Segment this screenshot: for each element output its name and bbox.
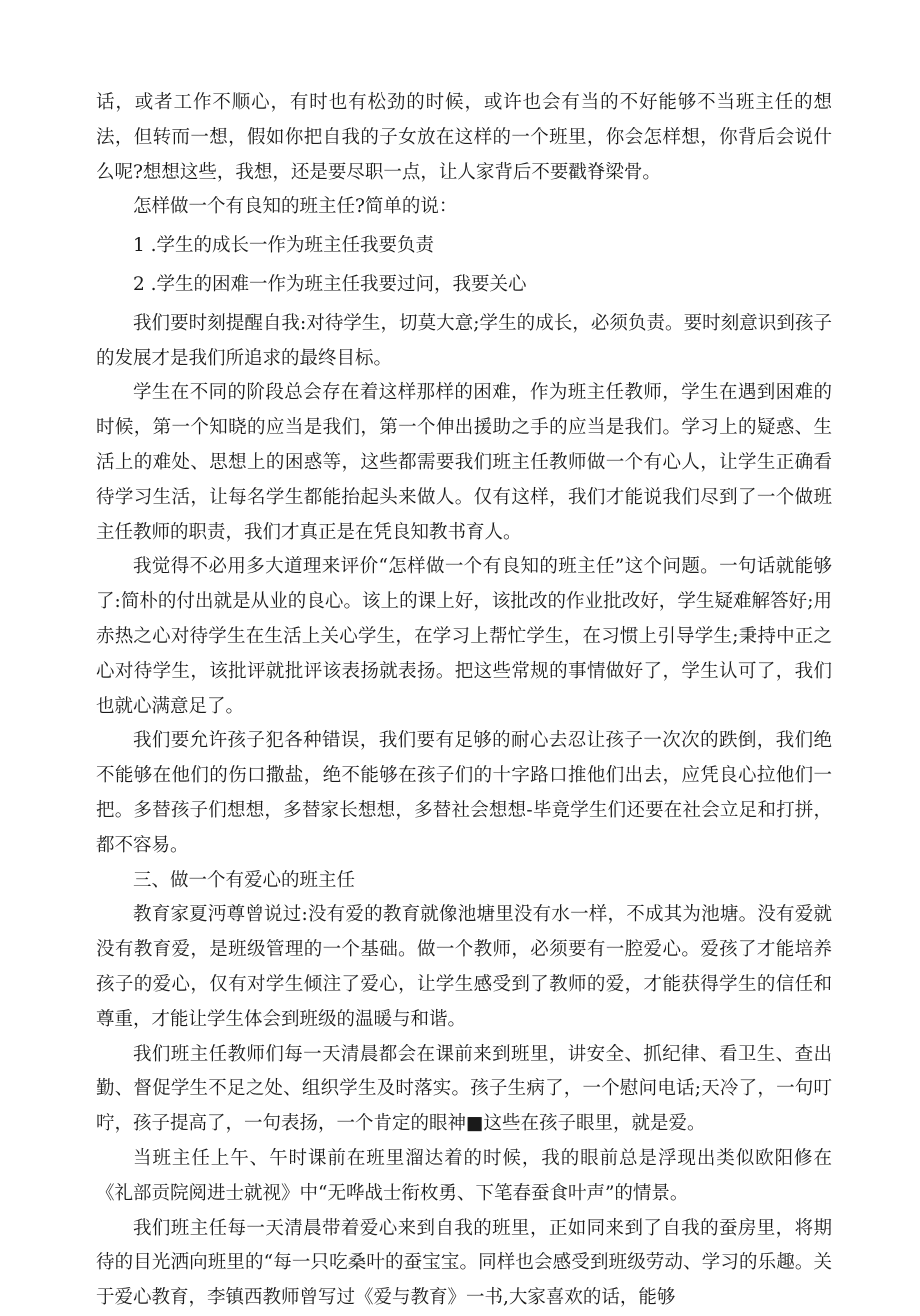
paragraph-ouyang-xiu: 当班主任上午、午时课前在班里溜达着的时候，我的眼前总是浮现出类似欧阳修在《礼部贡院阅进士就视》中“无哗战士衔枚勇、下笔春蚕食叶声”的情景。	[96, 1147, 832, 1204]
paragraph-evaluation: 我觉得不必用多大道理来评价“怎样做一个有良知的班主任”这个问题。一句话就能够了:简朴的付出就是从业的良心。该上的课上好，该批改的作业批改好，学生疑难解答好;用赤热之心对待学生在生活上关心学生，在学习上帮忙学生，在习惯上引导学生;秉持中正之心对待学生，该批评就批评该表扬就表扬。把这些常规的事情做好了，学生认可了，我们也就心满意足了。	[96, 556, 832, 717]
list-item-2: 2 .学生的困难一作为班主任我要过问，我要关心	[133, 273, 527, 295]
document-page	[96, 86, 832, 1316]
paragraph-silkworm: 我们班主任每一天清晨带着爱心来到自我的班里，正如同来到了自我的蚕房里，将期待的目光洒向班里的“每一只吃桑叶的蚕宝宝。同样也会感受到班级劳动、学习的乐趣。关于爱心教育，李镇西教师曾写过《爱与教育》一书,大家喜欢的话，能够	[96, 1217, 832, 1309]
paragraph-remind: 我们要时刻提醒自我:对待学生，切莫大意;学生的成长，必须负责。要时刻意识到孩子的发展才是我们所追求的最终目标。	[96, 312, 832, 369]
paragraph-question: 怎样做一个有良知的班主任?简单的说：	[133, 196, 458, 218]
paragraph-daily-care: 我们班主任教师们每一天清晨都会在课前来到班里，讲安全、抓纪律、看卫生、查出勤、督促学生不足之处、组织学生及时落实。孩子生病了，一个慰问电话;天冷了，一句叮咛，孩子提高了，一句表扬，一个肯定的眼神■这些在孩子眼里，就是爱。	[96, 1043, 832, 1135]
list-item-1: 1 .学生的成长一作为班主任我要负责	[133, 235, 435, 257]
paragraph-love-education: 教育家夏沔尊曾说过:没有爱的教育就像池塘里没有水一样，不成其为池塘。没有爱就没有教育爱，是班级管理的一个基础。做一个教师，必须要有一腔爱心。爱孩了才能培养孩子的爱心，仅有对学生倾注了爱心，让学生感受到了教师的爱，才能获得学生的信任和尊重，才能让学生体会到班级的温暖与和谐。	[96, 904, 832, 1030]
section-heading: 三、做一个有爱心的班主任	[133, 869, 356, 891]
paragraph-tolerance: 我们要允许孩子犯各种错误，我们要有足够的耐心去忍让孩子一次次的跌倒，我们绝不能够在他们的伤口撒盐，绝不能够在孩子们的十字路口推他们出去，应凭良心拉他们一把。多替孩子们想想，多替家长想想，多替社会想想-毕竟学生们还要在社会立足和打拼，都不容易。	[96, 730, 832, 856]
paragraph-difficulties: 学生在不同的阶段总会存在着这样那样的困难，作为班主任教师，学生在遇到困难的时候，第一个知晓的应当是我们，第一个伸出援助之手的应当是我们。学习上的疑惑、生活上的难处、思想上的困惑等，这些都需要我们班主任教师做一个有心人，让学生正确看待学习生活，让每名学生都能抬起头来做人。仅有这样，我们才能说我们尽到了一个做班主任教师的职责，我们才真正是在凭良知教书育人。	[96, 382, 832, 543]
paragraph-continuation: 话，或者工作不顺心，有时也有松劲的时候，或许也会有当的不好能够不当班主任的想法，但转而一想，假如你把自我的子女放在这样的一个班里，你会怎样想，你背后会说什么呢?想想这些，我想，还是要尽职一点，让人家背后不要戳脊梁骨。	[96, 92, 832, 183]
